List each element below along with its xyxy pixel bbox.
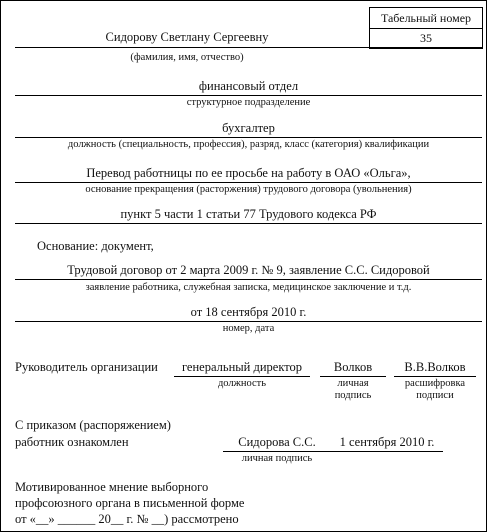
reason-caption: основание прекращения (расторжения) трудового договора (увольнения) <box>85 184 412 195</box>
manager-position: генеральный директор <box>181 360 303 374</box>
acknowledgement-date: 1 сентября 2010 г. <box>339 435 435 449</box>
basis-document-caption: заявление работника, служебная записка, медицинское заключение и т.д. <box>85 282 412 293</box>
basis-document: Трудовой договор от 2 марта 2009 г. № 9, заявление С.С. Сидоровой <box>67 263 430 277</box>
basis-date: от 18 сентября 2010 г. <box>190 305 307 319</box>
acknowledgement-date-line <box>331 451 443 452</box>
acknowledgement-label-2: работник ознакомлен <box>15 435 129 449</box>
employee-signature: Сидорова С.С. <box>238 435 316 449</box>
tab-number-box <box>369 7 483 49</box>
termination-article: пункт 5 части 1 статьи 77 Трудового кодекса РФ <box>120 207 377 221</box>
basis-date-caption: номер, дата <box>222 323 275 334</box>
position-caption: должность (специальность, профессия), разряд, класс (категория) квалификации <box>67 139 430 150</box>
position-line <box>15 137 482 138</box>
basis-document-line <box>15 279 482 280</box>
department-line <box>15 95 482 96</box>
tab-number-value: 35 <box>420 31 432 45</box>
department-value: финансовый отдел <box>198 79 299 93</box>
basis-label: Основание: документ, <box>37 239 154 253</box>
manager-position-line <box>174 376 310 377</box>
basis-date-line <box>15 321 482 322</box>
manager-decoding-line <box>394 376 476 377</box>
reason-line <box>15 182 482 183</box>
manager-decoding: В.В.Волков <box>404 360 466 374</box>
manager-position-caption: должность <box>217 378 267 389</box>
article-line <box>15 223 482 224</box>
union-line-3: от «__» ______ 20__ г. № __) рассмотрено <box>15 512 239 526</box>
manager-signature-caption-1: личная <box>337 378 369 389</box>
acknowledgement-label-1: С приказом (распоряжением) <box>15 418 171 432</box>
name-caption: (фамилия, имя, отчество) <box>130 52 244 63</box>
manager-signature-line <box>320 376 386 377</box>
manager-signature-caption-2: подпись <box>334 390 372 401</box>
manager-decoding-caption-2: подписи <box>416 390 454 401</box>
employee-signature-caption: личная подпись <box>241 453 313 464</box>
employee-name: Сидорову Светлану Сергеевну <box>105 30 269 44</box>
manager-decoding-caption-1: расшифровка <box>404 378 466 389</box>
termination-reason: Перевод работницы по ее просьбе на работу в ОАО «Ольга», <box>86 166 411 180</box>
name-line <box>15 47 482 48</box>
position-value: бухгалтер <box>222 121 275 135</box>
manager-label: Руководитель организации <box>15 360 158 374</box>
manager-signature: Волков <box>333 360 373 374</box>
union-line-1: Мотивированное мнение выборного <box>15 480 209 494</box>
union-line-2: профсоюзного органа в письменной форме <box>15 496 245 510</box>
department-caption: структурное подразделение <box>186 97 311 108</box>
employee-signature-line <box>223 451 331 452</box>
tab-number-label: Табельный номер <box>370 8 482 29</box>
